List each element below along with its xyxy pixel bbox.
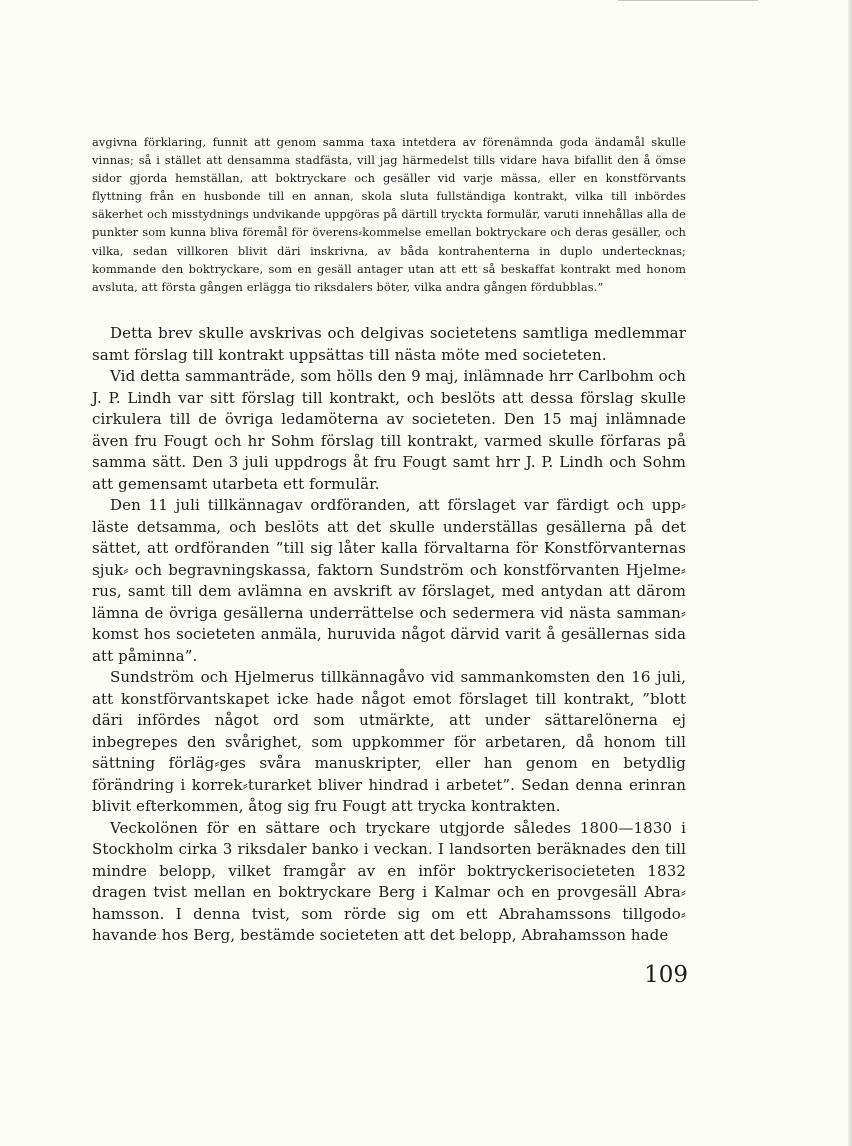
quoted-letter-block [92, 133, 686, 296]
paragraph: Den 11 juli tillkännagav ordföranden, att förslaget var färdigt och upp⸗läste detsamma, och beslöts att det skulle underställas gesällerna på det sättet, att ordföranden ”till sig låter kalla förvaltarna för Konstförvanternas sjuk⸗ och begravningskassa, faktorn Sundström och konstförvanten Hjelme⸗rus, samt till dem avlämna en avskrift av förslaget, med antydan att därom lämna de övriga gesällerna underrättelse och sedermera vid nästa samman⸗komst hos societeten anmäla, huruvida något därvid varit å gesällernas sida att påminna”. [92, 496, 686, 665]
top-edge-rule [618, 0, 758, 1]
paragraph: Veckolönen för en sättare och tryckare utgjorde således 1800—1830 i Stockholm cirka 3 riksdaler banko i veckan. I landsorten beräknades den till mindre belopp, vilket framgår av en inför boktryckerisocieteten 1832 dragen tvist mellan en boktryckare Berg i Kalmar och en provgesäll Abra⸗hamsson. I denna tvist, som rörde sig om ett Abrahamssons tillgodo⸗havande hos Berg, bestämde societeten att det belopp, Abrahamsson hade [92, 818, 686, 944]
quoted-letter-text: avgivna förklaring, funnit att genom samma taxa intetdera av förenämnda goda ändamål skulle vinnas; så i stället att densamma stadfästa, vill jag härmedelst tills vidare hava bifallit den å ömse sidor gjorda hemställan, att boktryckare och gesäller vid varje mässa, eller en konstförvants flyttning från en husbonde till en annan, skola sluta fullständiga kontrakt, vilka till inbördes säkerhet och misstydnings undvikande uppgöras på därtill tryckta formulär, varuti innehållas alla de punkter som kunna bliva föremål för överens⸗kommelse emellan boktryckare och deras gesäller, och vilka, sedan villkoren blivit däri inskrivna, av båda kontrahenterna in duplo undertecknas; kommande den boktryckare, som en gesäll antager utan att ett så beskaffat kontrakt med honom avsluta, att första gången erlägga tio riksdalers böter, vilka andra gången fördubblas.” [92, 135, 686, 294]
paragraph: Sundström och Hjelmerus tillkännagåvo vid sammankomsten den 16 juli, att konstförvantskapet icke hade något emot förslaget till kontrakt, ”blott däri infördes något ord som utmärkte, att under sättarelönerna ej inbegrepes den svårighet, som uppkommer för arbetaren, då honom till sättning förläg⸗ges svåra manuskripter, eller han genom en betydlig förändring i korrek⸗turarket bliver hindrad i arbetet”. Sedan denna erinran blivit efterkommen, åtog sig fru Fougt att trycka kontrakten. [92, 668, 686, 815]
page-edge-shadow [848, 0, 852, 1146]
paragraph: Detta brev skulle avskrivas och delgivas societetens samtliga medlemmar samt förslag till kontrakt uppsättas till nästa möte med societeten. [92, 324, 686, 364]
paragraph: Vid detta sammanträde, som hölls den 9 maj, inlämnade hrr Carlbohm och J. P. Lindh var sitt förslag till kontrakt, och beslöts att dessa förslag skulle cirkulera till de övriga ledamöterna av societeten. Den 15 maj inlämnade även fru Fougt och hr Sohm förslag till kontrakt, varmed skulle förfaras på samma sätt. Den 3 juli uppdrogs åt fru Fougt samt hrr J. P. Lindh och Sohm att gemensamt utarbeta ett formulär. [92, 367, 686, 493]
body-text [92, 323, 686, 947]
page-number: 109 [644, 962, 688, 988]
